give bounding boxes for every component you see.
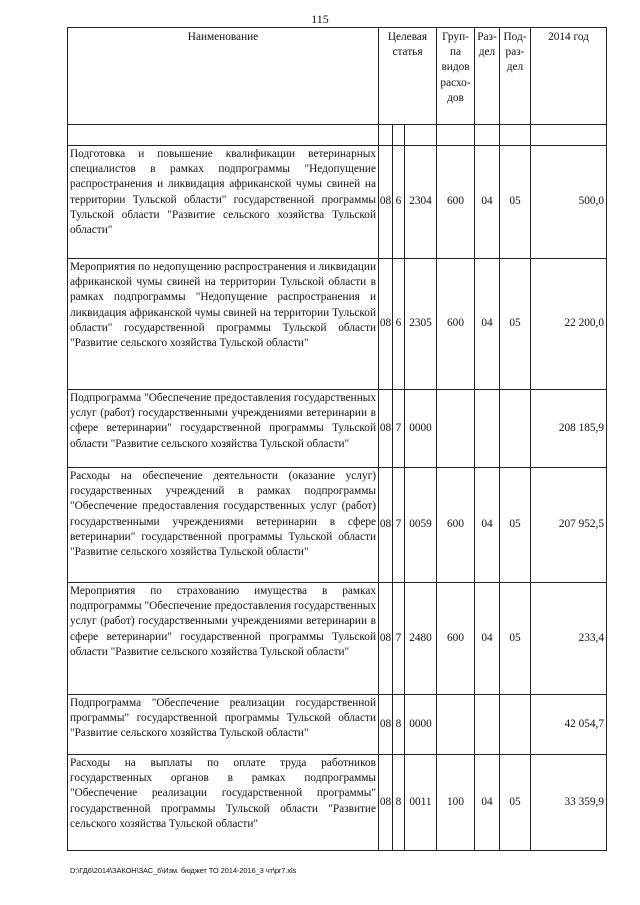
amount-2014: 22 200,0: [531, 259, 607, 390]
header-year: 2014 год: [531, 28, 607, 125]
amount-2014: 42 054,7: [531, 695, 607, 755]
expense-group: 600: [437, 259, 475, 390]
header-subsection: Под- раз- дел: [500, 28, 531, 125]
row-name: Подготовка и повышение квалификации ветеринарных специалистов в рамках подпрограммы "Недопущение распространения и ликвидация африканской чумы свиней на территории Тульской области" государственной программы Тульской области "Развитие сельского хозяйства Тульской области": [68, 146, 379, 259]
subsection-code: 05: [500, 259, 531, 390]
target-program: 08: [379, 583, 393, 695]
row-name: Мероприятия по страхованию имущества в рамках подпрограммы "Обеспечение предоставления государственных услуг (работ) государственными учреждениями ветеринарии в сфере ветеринарии" государственной программы Тульской области "Развитие сельского хозяйства Тульской области": [68, 583, 379, 695]
section-code: 04: [475, 583, 500, 695]
table-row: [68, 146, 607, 259]
expense-group: 600: [437, 468, 475, 583]
amount-2014: 207 952,5: [531, 468, 607, 583]
file-path-footer: D:\ГД6\2014\ЗАКОН\ЗАС_6\Изм. бюджет ТО 2014-2016_3 чт\pr7.xls: [70, 866, 297, 875]
target-program: 08: [379, 259, 393, 390]
expense-group: [437, 695, 475, 755]
table-row: [68, 259, 607, 390]
amount-2014: 500,0: [531, 146, 607, 259]
amount-2014: 233,4: [531, 583, 607, 695]
target-code: 0059: [405, 468, 437, 583]
section-code: [475, 695, 500, 755]
subsection-code: 05: [500, 146, 531, 259]
header-name: Наименование: [68, 28, 379, 125]
target-subprogram: 8: [393, 755, 405, 851]
row-name: Расходы на обеспечение деятельности (оказание услуг) государственных учреждений в рамках подпрограммы "Обеспечение предоставления государственных услуг (работ) государственными учреждениями ветеринарии в сфере ветеринарии" государственной программы Тульской области "Развитие сельского хозяйства Тульской области": [68, 468, 379, 583]
expense-group: [437, 390, 475, 468]
table-row: [68, 468, 607, 583]
row-name: Расходы на выплаты по оплате труда работников государственных органов в рамках подпрограммы "Обеспечение реализации государственной программы" государственной программы Тульской области "Развитие сельского хозяйства Тульской области": [68, 755, 379, 851]
target-code: 0000: [405, 695, 437, 755]
target-code: 2304: [405, 146, 437, 259]
header-target: Целевая статья: [379, 28, 437, 125]
page-number: 115: [311, 12, 329, 26]
budget-table: [67, 27, 607, 851]
target-code: 2480: [405, 583, 437, 695]
subsection-code: [500, 695, 531, 755]
target-code: 0011: [405, 755, 437, 851]
target-program: 08: [379, 146, 393, 259]
subsection-code: 05: [500, 468, 531, 583]
expense-group: 100: [437, 755, 475, 851]
target-subprogram: 6: [393, 146, 405, 259]
target-subprogram: 7: [393, 583, 405, 695]
subsection-code: [500, 390, 531, 468]
spacer-row: [68, 125, 607, 146]
target-program: 08: [379, 468, 393, 583]
section-code: 04: [475, 146, 500, 259]
target-subprogram: 6: [393, 259, 405, 390]
header-group: Груп- па видов расхо- дов: [437, 28, 475, 125]
table-row: [68, 755, 607, 851]
expense-group: 600: [437, 146, 475, 259]
subsection-code: 05: [500, 583, 531, 695]
section-code: 04: [475, 755, 500, 851]
target-subprogram: 8: [393, 695, 405, 755]
target-code: 2305: [405, 259, 437, 390]
target-subprogram: 7: [393, 468, 405, 583]
section-code: [475, 390, 500, 468]
amount-2014: 208 185,9: [531, 390, 607, 468]
amount-2014: 33 359,9: [531, 755, 607, 851]
header-row: [68, 28, 607, 125]
target-code: 0000: [405, 390, 437, 468]
row-name: Подпрограмма "Обеспечение предоставления государственных услуг (работ) государственными учреждениями ветеринарии в сфере ветеринарии" государственной программы Тульской области "Развитие сельского хозяйства Тульской области": [68, 390, 379, 468]
table-row: [68, 583, 607, 695]
table-row: [68, 390, 607, 468]
subsection-code: 05: [500, 755, 531, 851]
table-row: [68, 695, 607, 755]
target-subprogram: 7: [393, 390, 405, 468]
target-program: 08: [379, 755, 393, 851]
target-program: 08: [379, 695, 393, 755]
header-section: Раз- дел: [475, 28, 500, 125]
expense-group: 600: [437, 583, 475, 695]
target-program: 08: [379, 390, 393, 468]
section-code: 04: [475, 468, 500, 583]
row-name: Мероприятия по недопущению распространения и ликвидации африканской чумы свиней на территории Тульской области в рамках подпрограммы "Недопущение распространения и ликвидация африканской чумы свиней на территории Тульской области" государственной программы Тульской области "Развитие сельского хозяйства Тульской области": [68, 259, 379, 390]
row-name: Подпрограмма "Обеспечение реализации государственной программы" государственной программы Тульской области "Развитие сельского хозяйства Тульской области": [68, 695, 379, 755]
section-code: 04: [475, 259, 500, 390]
